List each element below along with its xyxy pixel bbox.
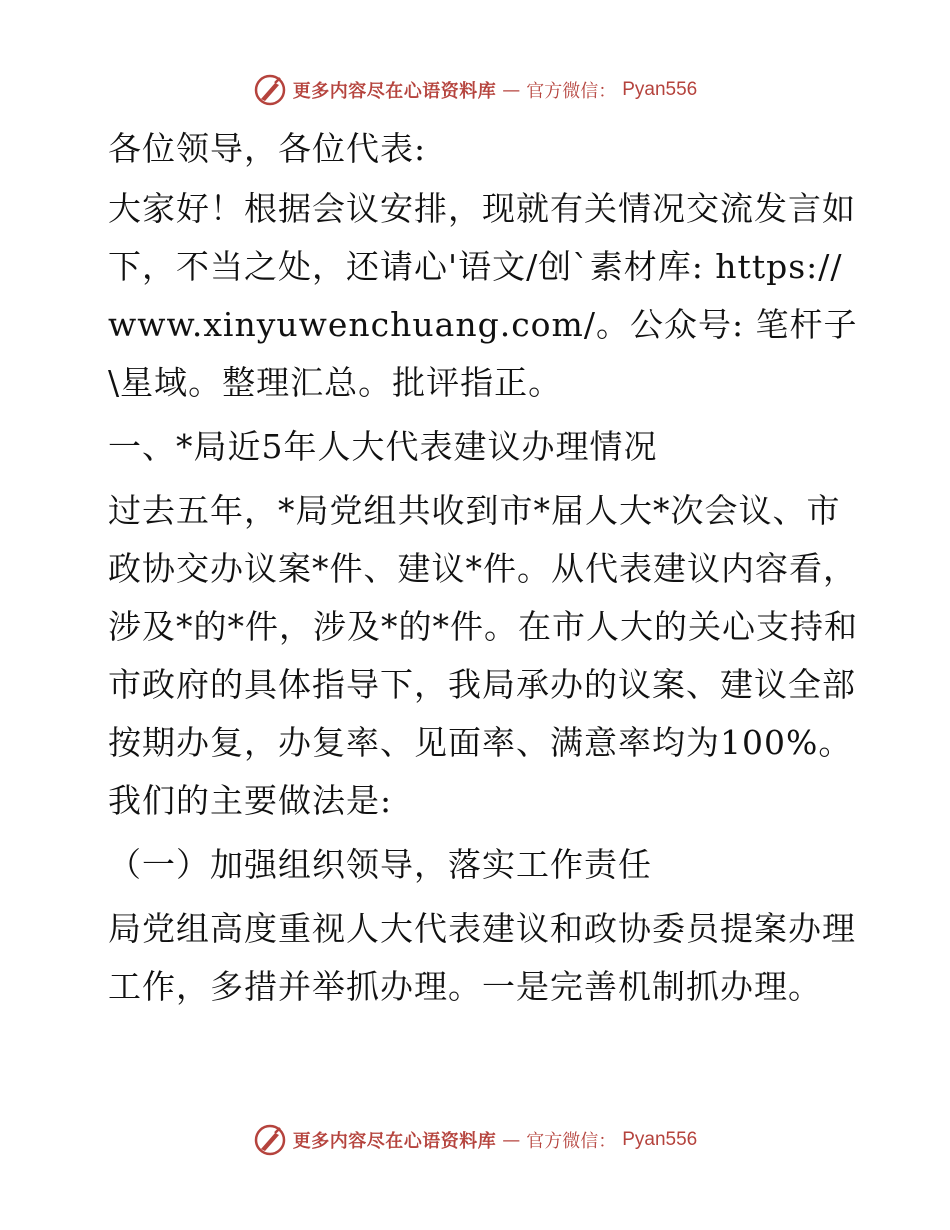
quill-pen-logo-icon <box>253 73 287 107</box>
watermark-brand-text: 更多内容尽在心语资料库 <box>292 1131 497 1152</box>
watermark-wechat-id: Pyan556 <box>622 79 698 100</box>
watermark-wechat-label: 官方微信： <box>526 1131 617 1152</box>
watermark-separator: — <box>502 1129 521 1151</box>
section-heading-2: （一）加强组织领导，落实工作责任 <box>108 845 652 884</box>
watermark-wechat-id: Pyan556 <box>622 1129 698 1150</box>
paragraph-1: 过去五年，*局党组共收到市*届人大*次会议、市政协交办议案*件、建议*件。从代表建议内容看，涉及*的*件，涉及*的*件。在市人大的关心支持和市政府的具体指导下，我局承办的议案、建议全部按期办复，办复率、见面率、满意率均为100%。我们的主要做法是: <box>108 491 858 820</box>
greeting-line: 各位领导，各位代表: <box>108 129 427 168</box>
quill-pen-logo-icon <box>253 1123 287 1157</box>
document-body <box>98 120 858 1016</box>
section-heading-1: 一、*局近5年人大代表建议办理情况 <box>108 427 658 466</box>
watermark-wechat-label: 官方微信： <box>526 81 617 102</box>
paragraph-2: 局党组高度重视人大代表建议和政协委员提案办理工作，多措并举抓办理。一是完善机制抓办理。 <box>108 909 856 1006</box>
footer-watermark <box>0 1120 950 1160</box>
watermark-brand-text: 更多内容尽在心语资料库 <box>292 81 497 102</box>
intro-paragraph: 大家好！根据会议安排，现就有关情况交流发言如下，不当之处，还请心'语文/创`素材库: https://www.xinyuwenchuang.com/。公众号: 笔杆子\星域。整理汇总。批评指正。 <box>108 189 858 402</box>
header-watermark <box>0 70 950 110</box>
watermark-separator: — <box>502 79 521 101</box>
